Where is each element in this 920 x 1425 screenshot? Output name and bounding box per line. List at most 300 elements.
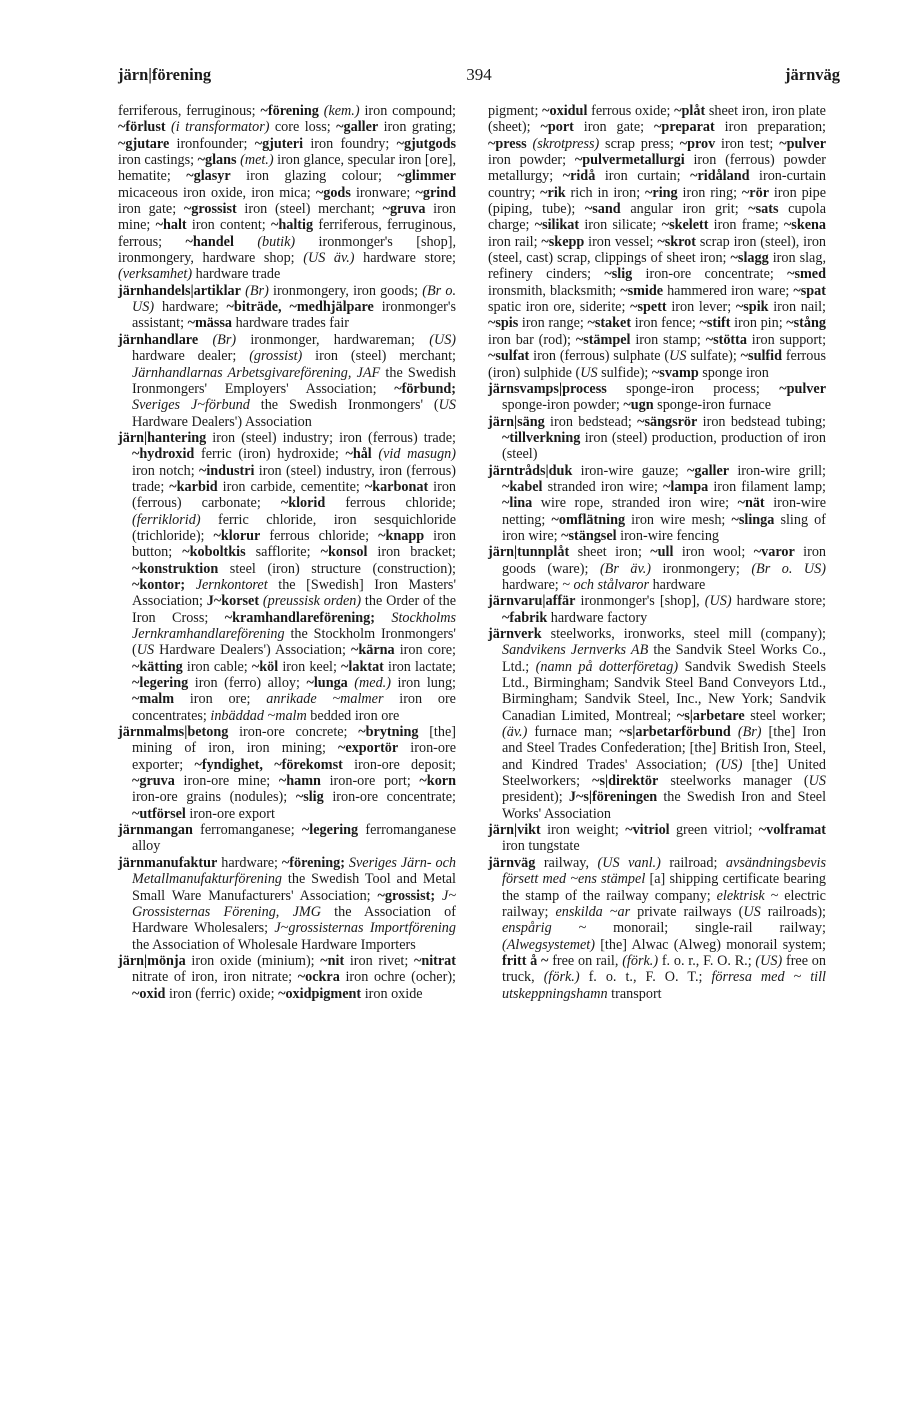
entry-text: bedded iron ore	[306, 707, 400, 724]
entry-italic-note: inbäddad ~malm	[210, 707, 307, 724]
entry-italic-note: (met.)	[240, 152, 274, 169]
entry-text: hardware store;	[354, 250, 456, 267]
entry-text: iron frame;	[708, 217, 784, 234]
entry-italic-note: US	[136, 642, 155, 659]
entry-italic-note: (äv.)	[502, 724, 528, 741]
entry-headword: ~press	[488, 135, 527, 152]
entry-italic-note: (verksamhet)	[118, 266, 193, 283]
entry-text: iron cable;	[182, 658, 252, 675]
entry-headword: ~gruva	[132, 773, 175, 790]
entry-text: core loss;	[269, 119, 337, 136]
entry-text: sulfide);	[597, 364, 652, 381]
entry-text: iron-wire netting;	[502, 495, 826, 528]
entry-text: iron rivet;	[344, 952, 414, 969]
entry-text: hardware;	[154, 299, 227, 316]
entry-headword: järn|hantering	[118, 429, 207, 446]
dictionary-entry	[118, 953, 456, 1002]
entry-headword: ~skrot	[657, 233, 696, 250]
entry-text: [the] Alwac (Alweg) monorail system;	[594, 936, 826, 953]
entry-text: iron lung;	[390, 675, 456, 692]
entry-italic-note: (preussisk orden)	[262, 593, 362, 610]
entry-text: free on truck,	[502, 952, 826, 986]
entry-headword: ~fyndighet, ~förekomst	[194, 756, 343, 773]
entry-text: wire rope, stranded iron wire;	[532, 495, 738, 512]
entry-italic-note: anrikade ~malmer	[266, 691, 384, 708]
entry-italic-note: Stockholms Jernkramhandlareförening	[132, 609, 457, 642]
entry-headword: J~korset	[206, 593, 260, 610]
entry-headword: ~utförsel	[132, 805, 186, 822]
entry-italic-note: (Br)	[737, 724, 762, 741]
entry-text: iron-curtain country;	[488, 168, 826, 201]
entry-headword: ~spett	[630, 299, 667, 316]
entry-headword: järnvaru|affär	[488, 593, 576, 610]
entry-headword: ~rör	[741, 184, 769, 201]
entry-headword: ~sats	[748, 201, 779, 218]
entry-text: hardware dealer;	[132, 348, 250, 365]
entry-text: iron core;	[394, 642, 456, 659]
entry-headword: ~hamn	[278, 773, 321, 790]
entry-italic-note: (vid masugn)	[378, 446, 456, 463]
entry-text: cupola charge;	[488, 201, 826, 234]
entry-text: iron curtain;	[595, 168, 691, 185]
entry-italic-note: (US vanl.)	[597, 854, 661, 871]
entry-text: iron-ore mine;	[174, 773, 279, 790]
entry-text: micaceous iron oxide, iron mica;	[118, 184, 316, 201]
entry-headword: ~varor	[753, 544, 795, 561]
entry-headword: ~ull	[650, 544, 674, 561]
left-running-headword: järn|förening	[118, 65, 212, 84]
entry-text: iron compound;	[359, 103, 457, 119]
entry-text: iron filament lamp;	[708, 478, 826, 495]
entry-text: hardware trade	[192, 266, 281, 283]
entry-text: iron foundry;	[303, 135, 397, 152]
entry-headword: ~konsol	[320, 544, 368, 561]
dictionary-entry	[118, 822, 456, 855]
entry-headword: ~fabrik	[502, 609, 548, 626]
entry-text	[731, 724, 738, 740]
entry-text: iron stamp;	[630, 331, 706, 348]
entry-text: green vitriol;	[669, 822, 759, 839]
entry-headword: ~smide	[620, 282, 664, 299]
entry-headword: ~sulfat	[488, 348, 530, 365]
entry-headword: ~galler	[687, 462, 730, 479]
entry-italic-note: (Br)	[245, 282, 269, 299]
entry-text: iron (steel) industry, iron (ferrous) trade;	[132, 462, 456, 495]
entry-headword: ~stång	[786, 315, 826, 332]
entry-text: [the] mining of iron, iron mining;	[132, 724, 456, 757]
entry-headword: ~biträde, ~medhjälpare	[226, 299, 374, 316]
entry-headword: ~kabel	[502, 478, 543, 495]
entry-headword: ~staket	[587, 315, 632, 332]
entry-headword: ~galler	[336, 119, 379, 136]
entry-text: ferriferous, ferruginous, ferrous;	[118, 217, 456, 250]
entry-headword: ~smed	[787, 266, 826, 283]
entry-text: iron wool;	[673, 544, 754, 561]
entry-headword: ~s|direktör	[592, 773, 659, 790]
entry-italic-note: (US äv.)	[303, 250, 355, 267]
entry-italic-note: (namn på dotterföretag)	[535, 658, 679, 675]
entry-headword: ~spik	[735, 299, 769, 316]
dictionary-entry	[488, 855, 826, 1002]
entry-headword: ~knapp	[378, 527, 425, 544]
entry-italic-note: (US)	[429, 331, 457, 348]
entry-text: the Order of the Iron Cross;	[132, 593, 457, 626]
entry-italic-note: J~grossisternas Importförening	[274, 920, 456, 937]
left-column	[118, 103, 456, 1002]
entry-text: electric railway;	[502, 887, 826, 920]
entry-text: sponge iron	[698, 364, 769, 381]
entry-text: Hardware Dealers') Association	[132, 413, 312, 430]
entry-headword: ~pulvermetallurgi	[574, 152, 685, 169]
entry-headword: ~sand	[584, 201, 621, 218]
entry-text: ferrous chloride;	[325, 495, 456, 512]
entry-text: steelworks, ironworks, steel mill (company);	[541, 626, 826, 642]
entry-headword: ~skelett	[661, 217, 709, 234]
entry-italic-note: US	[580, 364, 598, 381]
entry-text: safflorite;	[245, 544, 321, 561]
entry-text: f. o. r., F. O. R.;	[658, 952, 756, 969]
entry-text: sheet iron, iron plate (sheet);	[488, 103, 826, 136]
entry-text: iron slag, refinery cinders;	[488, 250, 826, 283]
entry-text: ironmongery;	[651, 560, 752, 577]
entry-headword: ~malm	[132, 691, 175, 708]
entry-text: railroad;	[660, 854, 726, 871]
entry-text: iron ore concentrates;	[132, 691, 456, 724]
entry-text: iron content;	[186, 217, 271, 234]
entry-text: iron lever;	[666, 299, 736, 316]
entry-text: iron oxide	[361, 985, 423, 1002]
entry-text: iron (ferro) alloy;	[188, 675, 307, 692]
entry-text: scrap press;	[599, 135, 680, 152]
entry-headword: ~karbonat	[364, 478, 429, 495]
entry-headword: ~tillverkning	[502, 429, 581, 446]
entry-text: iron (steel) merchant;	[236, 201, 383, 218]
entry-text: nitrate of iron, iron nitrate;	[132, 969, 298, 986]
entry-text: iron button;	[132, 527, 457, 561]
entry-text: iron ore;	[174, 691, 267, 708]
entry-headword: ~glans	[197, 152, 237, 169]
entry-text: ironsmith, blacksmith;	[488, 282, 621, 299]
entry-headword: ~oxidul	[542, 103, 588, 119]
entry-italic-note: J~ Grossisternas Förening, JMG	[132, 887, 456, 920]
entry-italic-note: (Br äv.)	[599, 560, 651, 577]
entry-headword: ~kontor;	[132, 576, 186, 593]
entry-text: furnace man;	[527, 724, 620, 741]
entry-text: steel (iron) structure (construction);	[218, 560, 456, 577]
entry-text: the Swedish Ironmongers' (	[249, 397, 439, 414]
entry-text: iron (ferrous) powder metallurgy;	[488, 152, 826, 185]
dictionary-entry	[488, 414, 826, 463]
entry-italic-note: avsändningsbevis försett med ~ens stämpel	[502, 854, 827, 888]
entry-text: iron oxide (minium);	[185, 952, 321, 969]
entry-headword: ~gods	[315, 184, 351, 201]
entry-headword: ~konstruktion	[132, 560, 219, 577]
entry-text: monorail; single-rail railway;	[586, 920, 826, 937]
entry-headword: ~köl	[251, 658, 279, 675]
dictionary-entry	[118, 855, 456, 953]
entry-text: rich in iron;	[565, 184, 646, 201]
entry-headword: fritt å ~	[502, 952, 549, 969]
entry-headword: ~brytning	[358, 724, 419, 741]
entry-headword: ~ring	[645, 184, 678, 201]
entry-headword: ~hydroxid	[132, 446, 195, 463]
entry-headword: järn|mönja	[118, 952, 186, 969]
entry-headword: ~slinga	[731, 511, 775, 528]
entry-italic-note: (Br o. US)	[132, 282, 456, 316]
entry-italic-note: US	[743, 903, 761, 920]
entry-headword: ~förbund;	[394, 380, 456, 397]
entry-text: ferric (iron) hydroxide;	[194, 446, 346, 463]
entry-italic-note: (ferriklorid)	[132, 511, 201, 528]
entry-headword: järn|tunnplåt	[488, 544, 570, 561]
entry-headword: ~spis	[488, 315, 519, 332]
entry-text: iron-ore grains (nodules);	[132, 789, 296, 806]
entry-headword: järnhandels|artiklar	[118, 282, 241, 299]
entry-headword: ~sängsrör	[637, 413, 698, 430]
entry-text: pigment;	[488, 103, 543, 119]
entry-italic-note: (kem.)	[323, 103, 360, 119]
entry-text: iron powder;	[488, 152, 575, 169]
entry-headword: ~stämpel	[575, 331, 631, 348]
entry-headword: järnhandlare	[118, 331, 199, 348]
entry-text	[375, 610, 391, 626]
entry-text: ferromanganese;	[192, 822, 302, 839]
entry-text: iron (steel) production, production of iron (steel)	[502, 429, 826, 463]
entry-italic-note: US	[669, 348, 687, 365]
entry-text: steelworks manager (	[658, 773, 809, 790]
entry-text: iron silicate;	[579, 217, 662, 234]
entry-text: the Association of Hardware Wholesalers;	[132, 903, 456, 937]
entry-headword: ~rik	[540, 184, 566, 201]
entry-headword: ~skepp	[541, 233, 585, 250]
entry-text: iron (steel) merchant;	[302, 348, 456, 365]
dictionary-entry	[118, 430, 456, 724]
entry-headword: ~ockra	[297, 969, 340, 986]
entry-headword: ~nät	[737, 495, 765, 512]
entry-headword: järnmanufaktur	[118, 854, 218, 871]
entry-headword: ~industri	[198, 462, 255, 479]
entry-headword: järn|säng	[488, 413, 545, 430]
entry-text: iron ring;	[677, 184, 742, 201]
entry-text	[435, 888, 442, 904]
entry-text: iron gate;	[573, 119, 655, 136]
entry-text: ferriferous, ferruginous;	[118, 103, 261, 119]
entry-text: iron goods (ware);	[502, 544, 827, 577]
entry-text: iron-wire grill;	[729, 462, 827, 479]
entry-headword: järnsvamps|process	[488, 380, 607, 397]
entry-headword: ~nitrat	[413, 952, 456, 969]
entry-text: sling of iron wire;	[502, 511, 826, 544]
entry-text: iron tungstate	[502, 838, 580, 855]
entry-text: hardware trades fair	[232, 315, 349, 332]
entry-headword: ~plåt	[674, 103, 706, 119]
entry-headword: ~kätting	[132, 658, 183, 675]
entry-italic-note: (förk.)	[543, 969, 580, 986]
entry-headword: ~korn	[419, 773, 456, 790]
entry-headword: ~grossist	[183, 201, 237, 218]
entry-italic-note: Sandvikens Jernverks AB	[502, 642, 649, 659]
entry-text: free on rail,	[548, 952, 623, 969]
entry-headword: ~exportör	[338, 740, 399, 757]
entry-text: [the] Iron and Steel Trades Confederation; [the] British Iron, Steel, and Kindred Trades' Association;	[502, 724, 826, 773]
entry-text: the Association of Wholesale Hardware Importers	[132, 936, 416, 953]
entry-headword: ~prov	[679, 135, 716, 152]
entry-text: iron nail;	[768, 299, 826, 316]
entry-text: iron vessel;	[584, 233, 658, 250]
entry-headword: järnverk	[488, 626, 542, 642]
entry-text: transport	[607, 985, 662, 1002]
entry-headword: ~glasyr	[186, 168, 231, 185]
entry-italic-note: Jernkontoret	[195, 576, 268, 593]
entry-text	[234, 234, 257, 250]
entry-text: sulfate);	[686, 348, 741, 365]
entry-text: president);	[502, 789, 569, 806]
entry-italic-note: Järnhandlarnas Arbetsgivareförening, JAF	[132, 364, 381, 381]
entry-text: iron lactate;	[383, 658, 456, 675]
entry-headword: ~sulfid	[740, 348, 782, 365]
entry-headword: ~koboltkis	[182, 544, 246, 561]
entry-text: iron preparation;	[714, 119, 826, 136]
dictionary-entry	[118, 332, 456, 430]
entry-italic-note: (förk.)	[622, 952, 659, 969]
entry-text: angular iron grit;	[620, 201, 749, 218]
entry-text	[198, 332, 212, 348]
right-running-headword: järnväg	[785, 65, 840, 84]
dictionary-entry	[488, 103, 826, 381]
entry-text: [a] shipping certificate bearing the stamp of the railway company;	[502, 871, 826, 904]
entry-text: iron range;	[518, 315, 588, 332]
entry-text: iron wire mesh;	[625, 511, 732, 528]
entry-italic-note: (Alwegsystemet)	[502, 936, 595, 953]
entry-headword: ~spat	[793, 282, 826, 299]
dictionary-entry	[118, 283, 456, 332]
entry-text: scrap iron (steel), iron (steel, cast) scrap, clippings of sheet iron;	[488, 233, 827, 267]
entry-text: steel worker;	[744, 707, 826, 724]
entry-text: iron bar (rod);	[488, 331, 576, 348]
entry-text: hardware	[649, 576, 706, 593]
entry-text: iron weight;	[540, 822, 626, 839]
entry-text: the Stockholm Ironmongers' (	[132, 626, 456, 659]
entry-text: iron-ore port;	[320, 773, 420, 790]
entry-text: iron mine;	[118, 201, 457, 234]
entry-text: iron support;	[746, 331, 827, 348]
entry-italic-note: Sveriges J~förbund	[132, 397, 250, 414]
entry-italic-note: (butik)	[257, 233, 296, 250]
entry-headword: ~mässa	[187, 315, 233, 332]
entry-text: the Swedish Iron and Steel Works' Association	[502, 789, 827, 822]
entry-text: iron notch;	[132, 462, 199, 479]
entry-headword: ~s|arbetarförbund	[619, 724, 731, 741]
entry-headword: ~hål	[345, 446, 372, 463]
entry-text: hardware factory	[547, 609, 648, 626]
dictionary-entry	[488, 544, 826, 593]
entry-text: iron bedstead tubing;	[697, 413, 826, 430]
entry-headword: ~klorur	[213, 527, 261, 544]
entry-text: ironfounder;	[169, 135, 255, 152]
dictionary-entry	[488, 463, 826, 545]
entry-text	[185, 577, 196, 593]
entry-headword: ~klorid	[280, 495, 326, 512]
entry-headword: ~halt	[155, 217, 187, 234]
entry-italic-note: elektrisk ~	[716, 887, 779, 904]
entry-text: f. o. t., F. O. T.;	[579, 969, 712, 986]
entry-headword: ~haltig	[271, 217, 314, 234]
entry-headword: ~vitriol	[625, 822, 670, 839]
entry-headword: ~kärna	[351, 642, 395, 659]
entry-headword: ~svamp	[651, 364, 699, 381]
entry-text: iron (steel) industry; iron (ferrous) trade;	[206, 429, 456, 446]
entry-text: iron keel;	[278, 658, 342, 675]
entry-headword: ~slig	[295, 789, 324, 806]
entry-text: iron glazing colour;	[230, 168, 398, 185]
entry-headword: järntråds|duk	[488, 462, 573, 479]
entry-text: iron-wire fencing	[616, 527, 720, 544]
entry-headword: ~grind	[415, 184, 456, 201]
entry-headword: ~oxidpigment	[278, 985, 362, 1002]
entry-text: iron castings;	[118, 152, 198, 169]
entry-text: iron-ore export	[185, 805, 275, 822]
entry-text: iron pipe (piping, tube);	[488, 184, 827, 218]
entry-text: iron grating;	[378, 119, 457, 136]
entry-text: hammered iron ware;	[663, 282, 794, 299]
entry-text: ironware;	[350, 184, 416, 201]
entry-text: ferrous chloride;	[260, 527, 379, 544]
dictionary-entry	[488, 626, 826, 822]
entry-italic-note: (Br)	[212, 331, 237, 348]
entry-headword: ~nit	[320, 952, 345, 969]
entry-headword: ~legering	[132, 675, 189, 692]
entry-text: Hardware Dealers') Association;	[154, 642, 351, 659]
entry-text: iron-ore concentrate;	[323, 789, 456, 806]
entry-italic-note: (US)	[704, 593, 732, 610]
entry-headword: ~stängsel	[561, 527, 617, 544]
entry-text: ironmonger's [shop], ironmongery, hardware shop;	[118, 233, 457, 267]
entry-headword: ~slagg	[730, 250, 769, 267]
entry-text: iron (ferrous) carbonate;	[132, 478, 457, 512]
entry-text: iron (ferrous) sulphate (	[529, 348, 670, 365]
entry-headword: ~gjutgods	[396, 135, 456, 152]
entry-text: sheet iron;	[569, 544, 651, 561]
entry-text: Sandvik Swedish Steels Ltd., Birmingham; Sandvik Steel Band Conveyors Ltd., Birmingham; Sandvik Steel, Inc., New York; Sandvik Canadian Limited, Montreal;	[502, 658, 827, 724]
entry-text: hardware;	[217, 854, 282, 871]
entry-text: ferrous oxide;	[587, 103, 675, 119]
entry-text: ironmonger's assistant;	[132, 299, 456, 332]
entry-headword: järnväg	[488, 854, 536, 871]
entry-headword: ~kramhandlareförening;	[224, 609, 375, 626]
entry-text: ironmonger's [shop],	[575, 593, 705, 610]
entry-headword: ~pulver	[779, 135, 826, 152]
right-column	[488, 103, 826, 1002]
entry-headword: ~omflätning	[551, 511, 626, 528]
entry-text: stranded iron wire;	[542, 478, 664, 495]
entry-headword: ~s|arbetare	[676, 707, 745, 724]
dictionary-entry	[118, 103, 456, 283]
entry-text: iron gate;	[118, 201, 184, 218]
entry-italic-note: Sveriges Järn- och Metallmanufakturförening	[132, 854, 457, 888]
entry-italic-note: US	[808, 773, 826, 790]
entry-headword: ~ridåland	[690, 168, 750, 185]
entry-headword: ~förening;	[281, 854, 345, 871]
entry-italic-note: (US)	[715, 756, 743, 773]
entry-headword: ~slig	[604, 266, 633, 283]
entry-headword: ~skena	[783, 217, 826, 234]
entry-headword: ~laktat	[341, 658, 384, 675]
entry-text: iron rail;	[488, 233, 542, 250]
entry-text: ironmonger, hardwareman;	[236, 331, 430, 348]
entry-text: railroads);	[760, 903, 826, 920]
entry-italic-note: (US)	[755, 952, 783, 969]
entry-text: railway,	[535, 854, 598, 871]
